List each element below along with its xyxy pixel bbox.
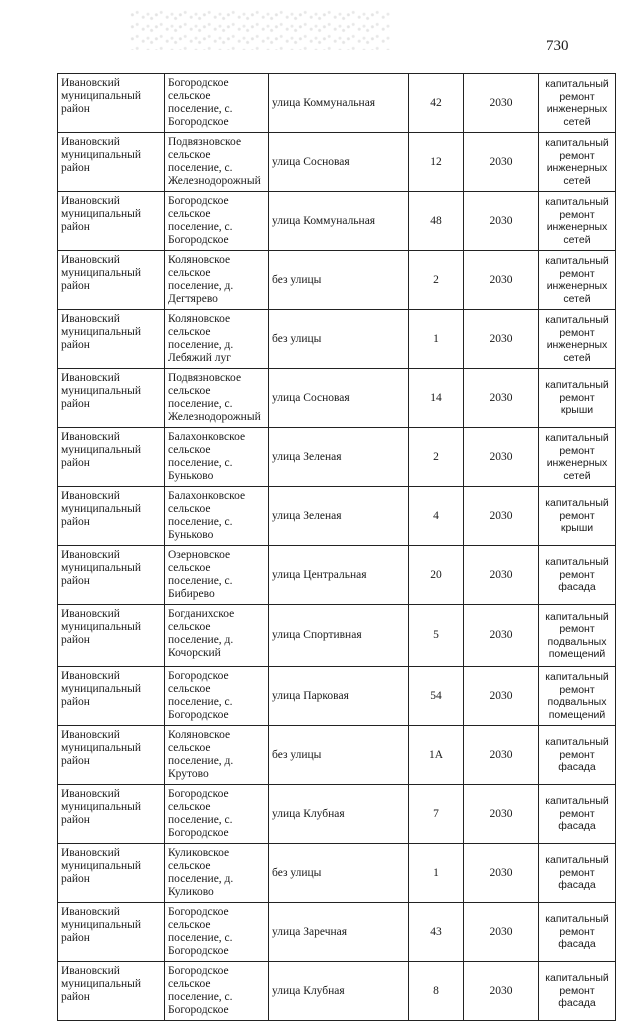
table-row (58, 785, 616, 844)
table-row (58, 667, 616, 726)
district-cell: Ивановский муниципальный район (58, 487, 165, 546)
table-row (58, 546, 616, 605)
street-cell: улица Заречная (269, 903, 409, 962)
district-cell: Ивановский муниципальный район (58, 428, 165, 487)
year-cell: 2030 (464, 192, 539, 251)
work-type-cell: капитальный ремонт инженерных сетей (539, 251, 616, 310)
year-cell: 2030 (464, 74, 539, 133)
district-cell: Ивановский муниципальный район (58, 962, 165, 1021)
street-cell: улица Зеленая (269, 487, 409, 546)
settlement-cell: Богородское сельское поселение, с. Богородское (165, 785, 269, 844)
house-number-cell: 42 (409, 74, 464, 133)
settlement-cell: Богородское сельское поселение, с. Богородское (165, 903, 269, 962)
district-cell: Ивановский муниципальный район (58, 251, 165, 310)
table-row (58, 903, 616, 962)
year-cell: 2030 (464, 487, 539, 546)
house-number-cell: 2 (409, 251, 464, 310)
district-cell: Ивановский муниципальный район (58, 310, 165, 369)
house-number-cell: 7 (409, 785, 464, 844)
year-cell: 2030 (464, 962, 539, 1021)
year-cell: 2030 (464, 133, 539, 192)
house-number-cell: 1 (409, 844, 464, 903)
district-cell: Ивановский муниципальный район (58, 546, 165, 605)
year-cell: 2030 (464, 726, 539, 785)
work-type-cell: капитальный ремонт фасада (539, 726, 616, 785)
year-cell: 2030 (464, 428, 539, 487)
district-cell: Ивановский муниципальный район (58, 74, 165, 133)
settlement-cell: Балахонковское сельское поселение, с. Буньково (165, 487, 269, 546)
house-number-cell: 4 (409, 487, 464, 546)
housing-repair-table (57, 73, 616, 1021)
house-number-cell: 54 (409, 667, 464, 726)
district-cell: Ивановский муниципальный район (58, 785, 165, 844)
street-cell: улица Коммунальная (269, 192, 409, 251)
house-number-cell: 43 (409, 903, 464, 962)
street-cell: улица Парковая (269, 667, 409, 726)
district-cell: Ивановский муниципальный район (58, 192, 165, 251)
work-type-cell: капитальный ремонт подвальных помещений (539, 667, 616, 726)
work-type-cell: капитальный ремонт крыши (539, 369, 616, 428)
year-cell: 2030 (464, 251, 539, 310)
work-type-cell: капитальный ремонт фасада (539, 903, 616, 962)
district-cell: Ивановский муниципальный район (58, 605, 165, 667)
year-cell: 2030 (464, 369, 539, 428)
district-cell: Ивановский муниципальный район (58, 844, 165, 903)
street-cell: улица Спортивная (269, 605, 409, 667)
year-cell: 2030 (464, 785, 539, 844)
house-number-cell: 20 (409, 546, 464, 605)
table-row (58, 192, 616, 251)
house-number-cell: 5 (409, 605, 464, 667)
street-cell: улица Зеленая (269, 428, 409, 487)
table-row (58, 251, 616, 310)
settlement-cell: Коляновское сельское поселение, д. Крутово (165, 726, 269, 785)
district-cell: Ивановский муниципальный район (58, 133, 165, 192)
settlement-cell: Куликовское сельское поселение, д. Куликово (165, 844, 269, 903)
work-type-cell: капитальный ремонт инженерных сетей (539, 133, 616, 192)
settlement-cell: Балахонковское сельское поселение, с. Буньково (165, 428, 269, 487)
table-row (58, 844, 616, 903)
table-row (58, 605, 616, 667)
street-cell: улица Клубная (269, 785, 409, 844)
work-type-cell: капитальный ремонт подвальных помещений (539, 605, 616, 667)
work-type-cell: капитальный ремонт фасада (539, 785, 616, 844)
settlement-cell: Коляновское сельское поселение, д. Лебяжий луг (165, 310, 269, 369)
settlement-cell: Подвязновское сельское поселение, с. Железнодорожный (165, 369, 269, 428)
work-type-cell: капитальный ремонт фасада (539, 962, 616, 1021)
settlement-cell: Коляновское сельское поселение, д. Дегтярево (165, 251, 269, 310)
street-cell: улица Клубная (269, 962, 409, 1021)
street-cell: улица Сосновая (269, 369, 409, 428)
page-number: 730 (546, 38, 569, 54)
work-type-cell: капитальный ремонт инженерных сетей (539, 192, 616, 251)
year-cell: 2030 (464, 667, 539, 726)
settlement-cell: Богородское сельское поселение, с. Богородское (165, 74, 269, 133)
house-number-cell: 2 (409, 428, 464, 487)
work-type-cell: капитальный ремонт фасада (539, 546, 616, 605)
table-row (58, 369, 616, 428)
year-cell: 2030 (464, 310, 539, 369)
work-type-cell: капитальный ремонт инженерных сетей (539, 74, 616, 133)
district-cell: Ивановский муниципальный район (58, 903, 165, 962)
table-row (58, 962, 616, 1021)
settlement-cell: Озерновское сельское поселение, с. Бибирево (165, 546, 269, 605)
table-row (58, 74, 616, 133)
settlement-cell: Подвязновское сельское поселение, с. Железнодорожный (165, 133, 269, 192)
house-number-cell: 1 (409, 310, 464, 369)
district-cell: Ивановский муниципальный район (58, 369, 165, 428)
district-cell: Ивановский муниципальный район (58, 726, 165, 785)
street-cell: улица Коммунальная (269, 74, 409, 133)
house-number-cell: 14 (409, 369, 464, 428)
settlement-cell: Богородское сельское поселение, с. Богородское (165, 192, 269, 251)
street-cell: без улицы (269, 844, 409, 903)
house-number-cell: 48 (409, 192, 464, 251)
house-number-cell: 12 (409, 133, 464, 192)
year-cell: 2030 (464, 605, 539, 667)
house-number-cell: 1А (409, 726, 464, 785)
year-cell: 2030 (464, 546, 539, 605)
street-cell: без улицы (269, 310, 409, 369)
work-type-cell: капитальный ремонт фасада (539, 844, 616, 903)
street-cell: без улицы (269, 726, 409, 785)
table-row (58, 487, 616, 546)
work-type-cell: капитальный ремонт крыши (539, 487, 616, 546)
settlement-cell: Богородское сельское поселение, с. Богородское (165, 667, 269, 726)
work-type-cell: капитальный ремонт инженерных сетей (539, 310, 616, 369)
street-cell: улица Центральная (269, 546, 409, 605)
scan-noise (130, 10, 390, 50)
work-type-cell: капитальный ремонт инженерных сетей (539, 428, 616, 487)
table-row (58, 310, 616, 369)
settlement-cell: Богородское сельское поселение, с. Богородское (165, 962, 269, 1021)
year-cell: 2030 (464, 903, 539, 962)
table-row (58, 726, 616, 785)
street-cell: без улицы (269, 251, 409, 310)
district-cell: Ивановский муниципальный район (58, 667, 165, 726)
settlement-cell: Богданихское сельское поселение, д. Кочорский (165, 605, 269, 667)
house-number-cell: 8 (409, 962, 464, 1021)
street-cell: улица Сосновая (269, 133, 409, 192)
year-cell: 2030 (464, 844, 539, 903)
table-row (58, 133, 616, 192)
table-row (58, 428, 616, 487)
